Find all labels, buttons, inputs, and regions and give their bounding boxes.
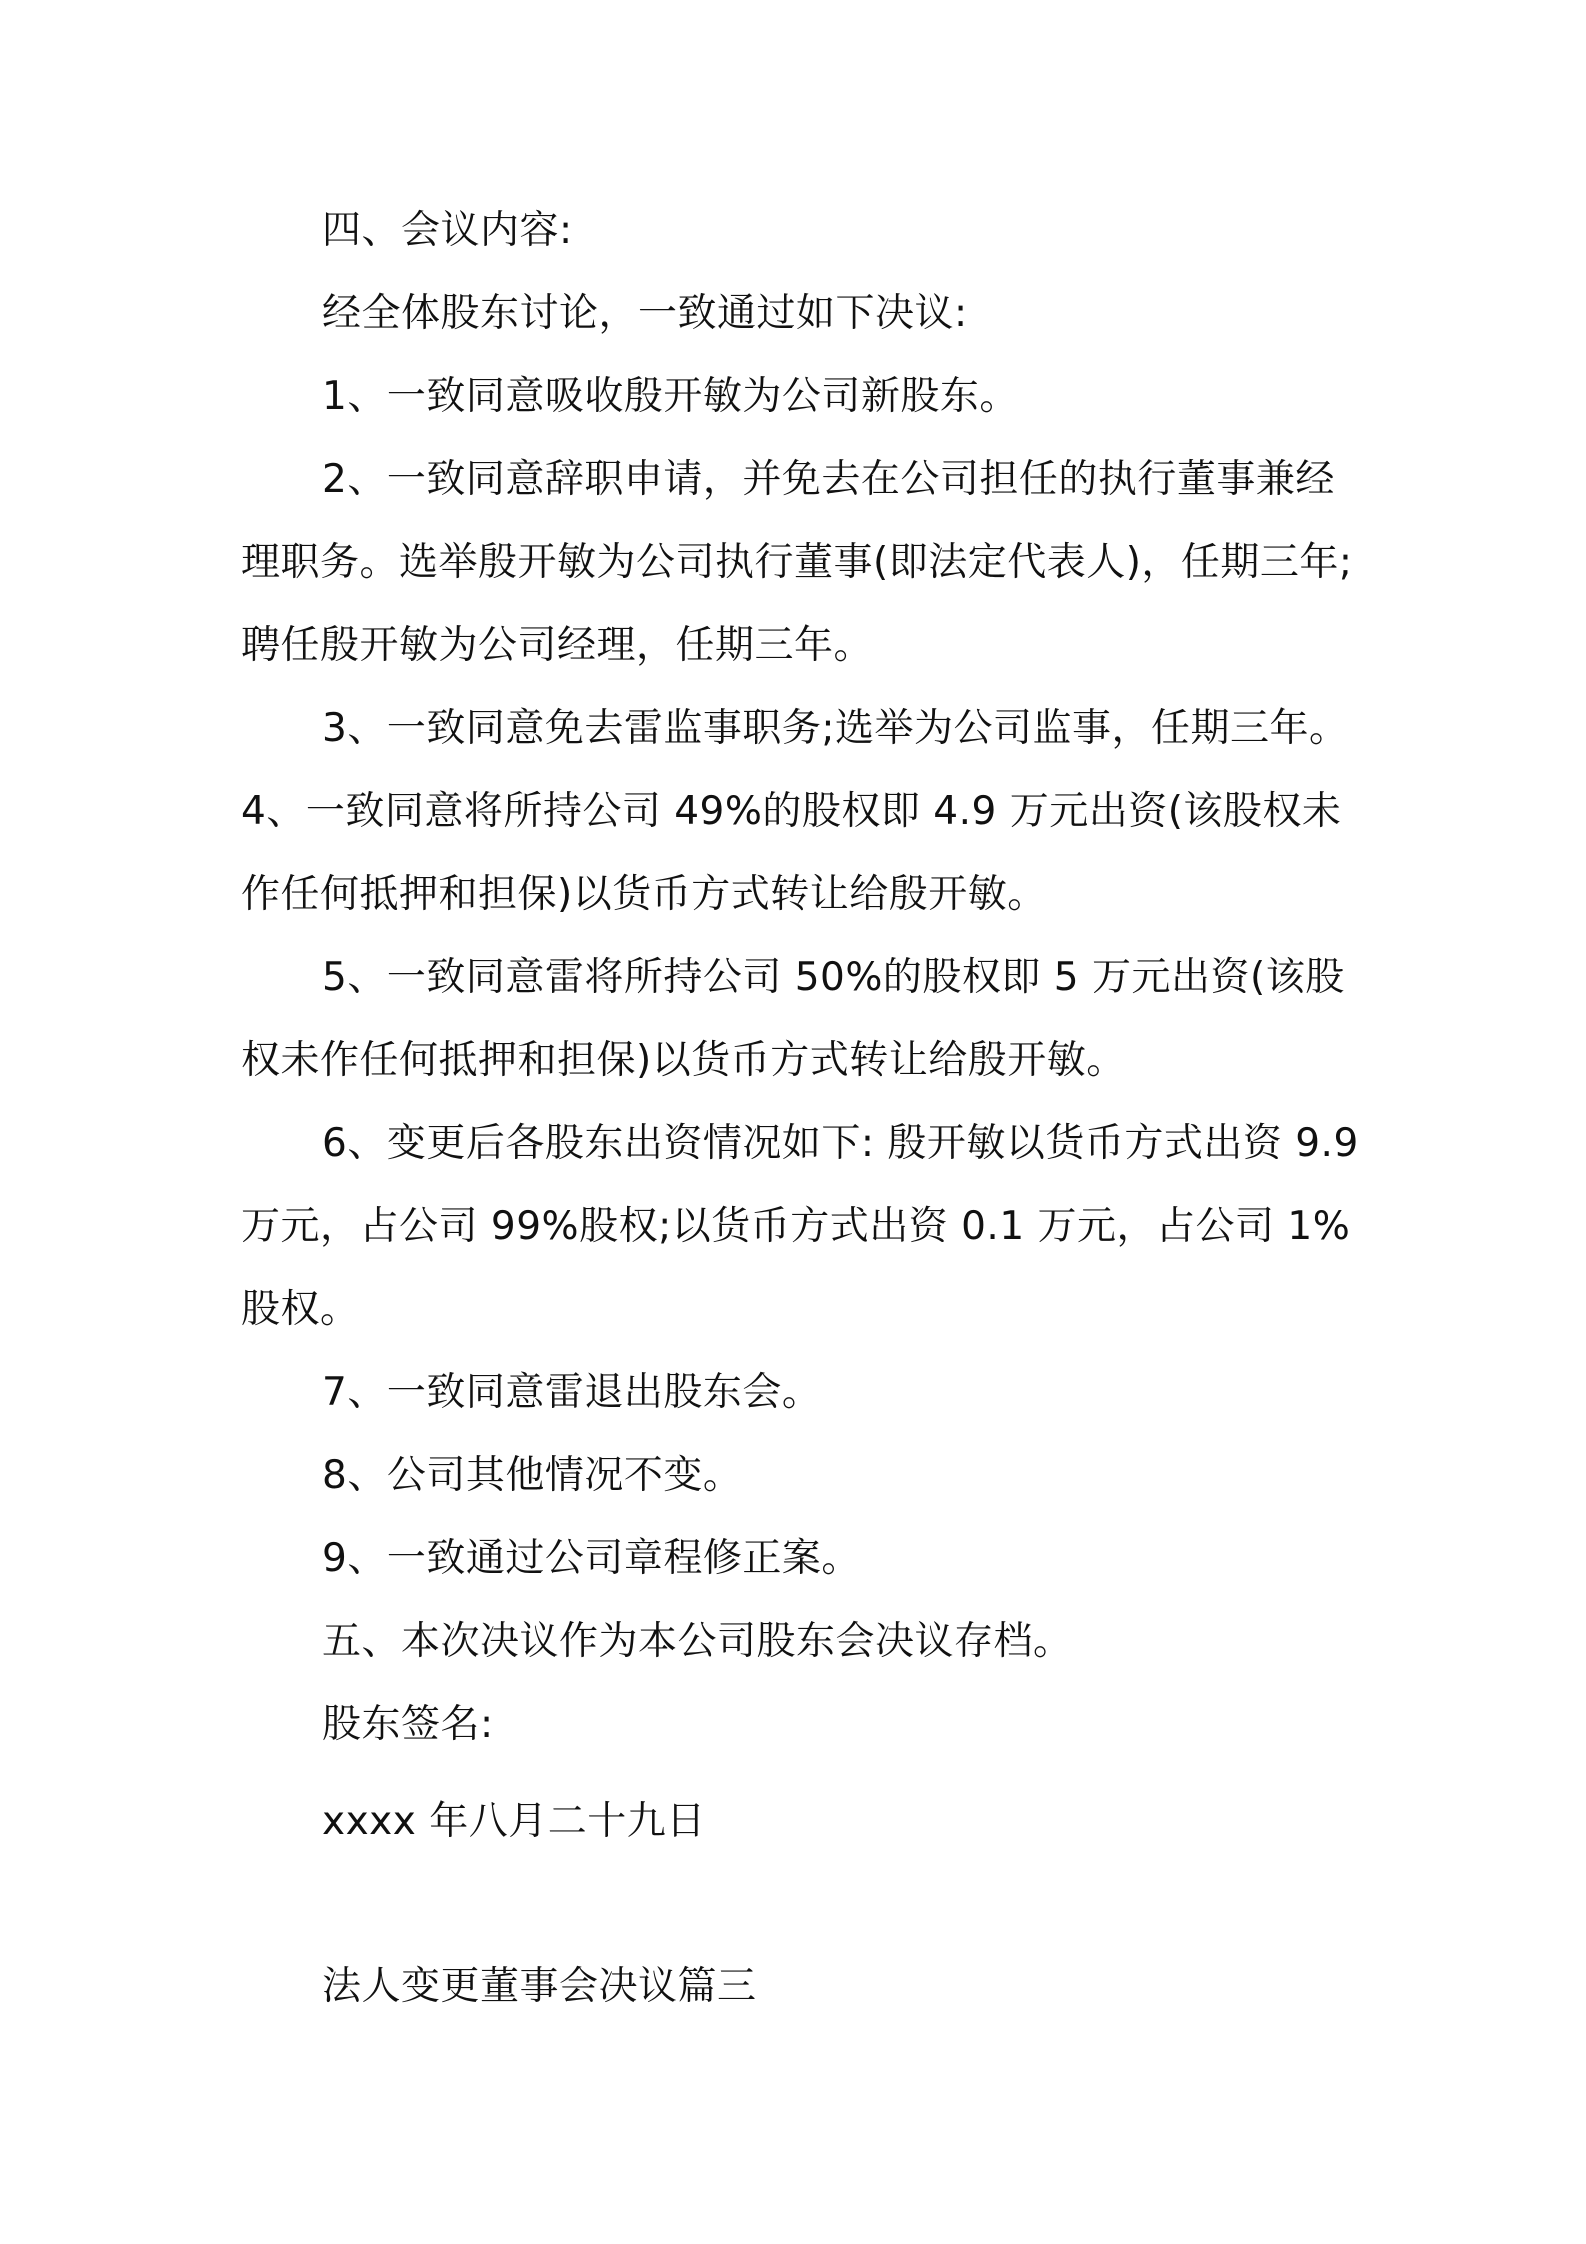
resolution-item-5-line-2: 权未作任何抵押和担保)以货币方式转让给殷开敏。	[241, 1038, 1126, 1083]
resolution-item-6-line-3: 股权。	[241, 1287, 360, 1332]
section-5-archive: 五、本次决议作为本公司股东会决议存档。	[322, 1619, 1073, 1664]
resolution-item-2-line-1: 2、一致同意辞职申请，并免去在公司担任的执行董事兼经	[322, 457, 1335, 502]
resolution-item-9: 9、一致通过公司章程修正案。	[322, 1536, 861, 1581]
resolution-item-7: 7、一致同意雷退出股东会。	[322, 1370, 822, 1415]
resolution-item-4-line-1: 4、一致同意将所持公司 49%的股权即 4.9 万元出资(该股权未	[241, 789, 1342, 834]
resolution-intro: 经全体股东讨论，一致通过如下决议:	[322, 291, 968, 336]
resolution-item-5-line-1: 5、一致同意雷将所持公司 50%的股权即 5 万元出资(该股	[322, 955, 1345, 1000]
date-line: xxxx 年八月二十九日	[322, 1799, 706, 1844]
resolution-item-2-line-2: 理职务。选举殷开敏为公司执行董事(即法定代表人)，任期三年;	[241, 540, 1353, 585]
next-section-title: 法人变更董事会决议篇三	[322, 1964, 757, 2009]
resolution-item-2-line-3: 聘任殷开敏为公司经理，任期三年。	[241, 623, 874, 668]
resolution-item-4-line-2: 作任何抵押和担保)以货币方式转让给殷开敏。	[241, 872, 1047, 917]
signature-label: 股东签名:	[322, 1702, 494, 1747]
resolution-item-8: 8、公司其他情况不变。	[322, 1453, 743, 1498]
resolution-item-3: 3、一致同意免去雷监事职务;选举为公司监事，任期三年。	[322, 706, 1349, 751]
section-4-heading: 四、会议内容:	[322, 208, 573, 253]
resolution-item-1: 1、一致同意吸收殷开敏为公司新股东。	[322, 374, 1019, 419]
resolution-item-6-line-1: 6、变更后各股东出资情况如下: 殷开敏以货币方式出资 9.9	[322, 1121, 1359, 1166]
resolution-item-6-line-2: 万元，占公司 99%股权;以货币方式出资 0.1 万元，占公司 1%	[241, 1204, 1351, 1249]
